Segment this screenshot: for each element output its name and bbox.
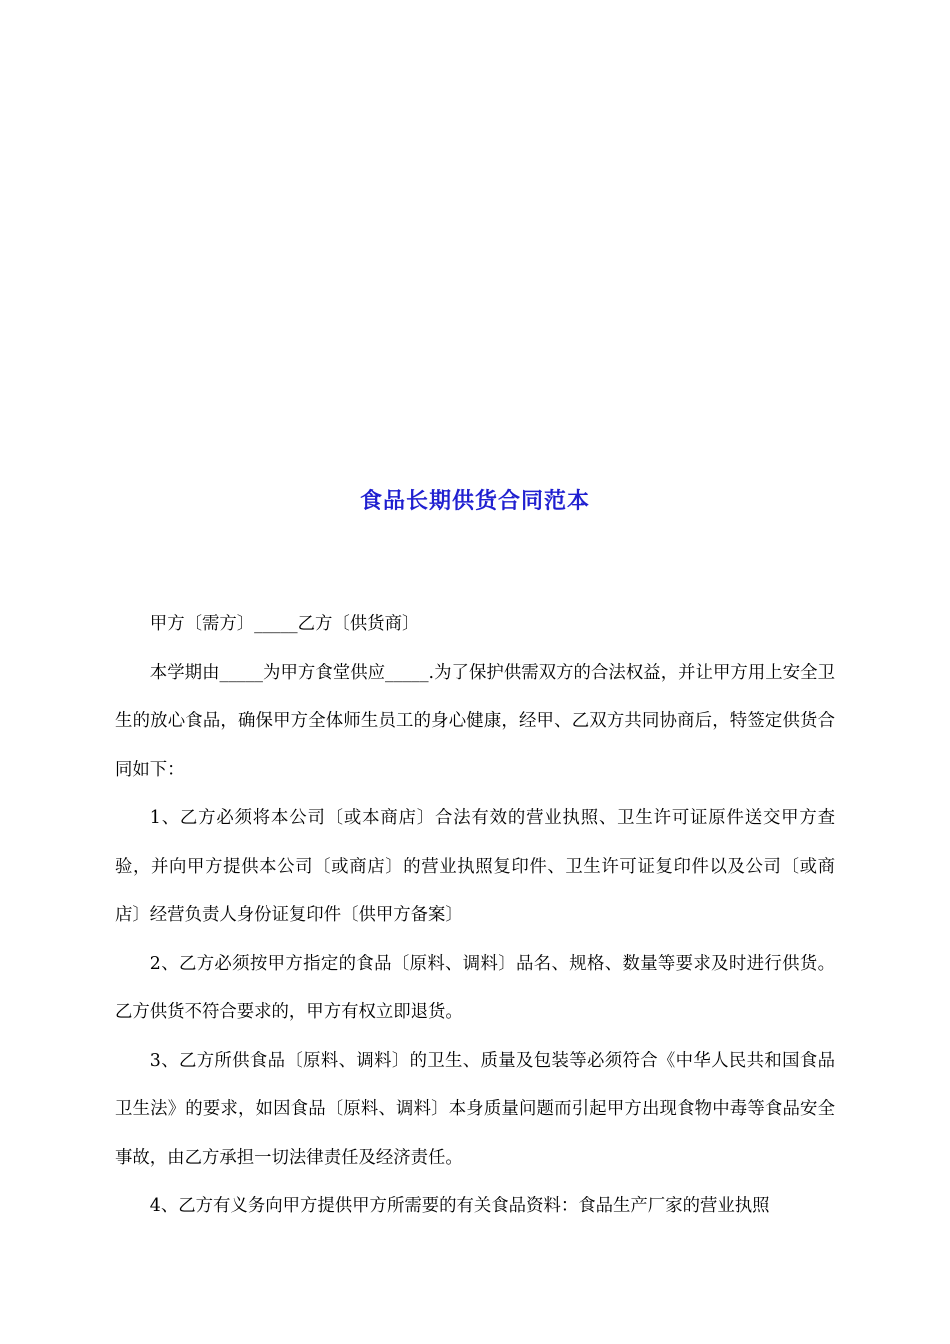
document-body [115, 600, 835, 1231]
paragraph-preamble: 本学期由_____为甲方食堂供应_____.为了保护供需双方的合法权益，并让甲方用上安全卫生的放心食品，确保甲方全体师生员工的身心健康，经甲、乙双方共同协商后，特签定供货合同如下： [115, 662, 835, 780]
document-title: 食品长期供货合同范本 [359, 489, 590, 514]
paragraph-clause-2: 2、乙方必须按甲方指定的食品〔原料、调料〕品名、规格、数量等要求及时进行供货。乙方供货不符合要求的，甲方有权立即退货。 [115, 953, 835, 1022]
paragraph-clause-1: 1、乙方必须将本公司〔或本商店〕合法有效的营业执照、卫生许可证原件送交甲方查验，并向甲方提供本公司〔或商店〕的营业执照复印件、卫生许可证复印件以及公司〔或商店〕经营负责人身份证复印件〔供甲方备案〕 [115, 808, 835, 925]
paragraph-clause-3: 3、乙方所供食品〔原料、调料〕的卫生、质量及包装等必须符合《中华人民共和国食品卫生法》的要求，如因食品〔原料、调料〕本身质量问题而引起甲方出现食物中毒等食品安全事故，由乙方承担一切法律责任及经济责任。 [115, 1050, 835, 1168]
paragraph-clause-4: 4、乙方有义务向甲方提供甲方所需要的有关食品资料：食品生产厂家的营业执照 [149, 1196, 770, 1216]
paragraph-parties: 甲方〔需方〕_____乙方〔供货商〕 [149, 614, 420, 634]
